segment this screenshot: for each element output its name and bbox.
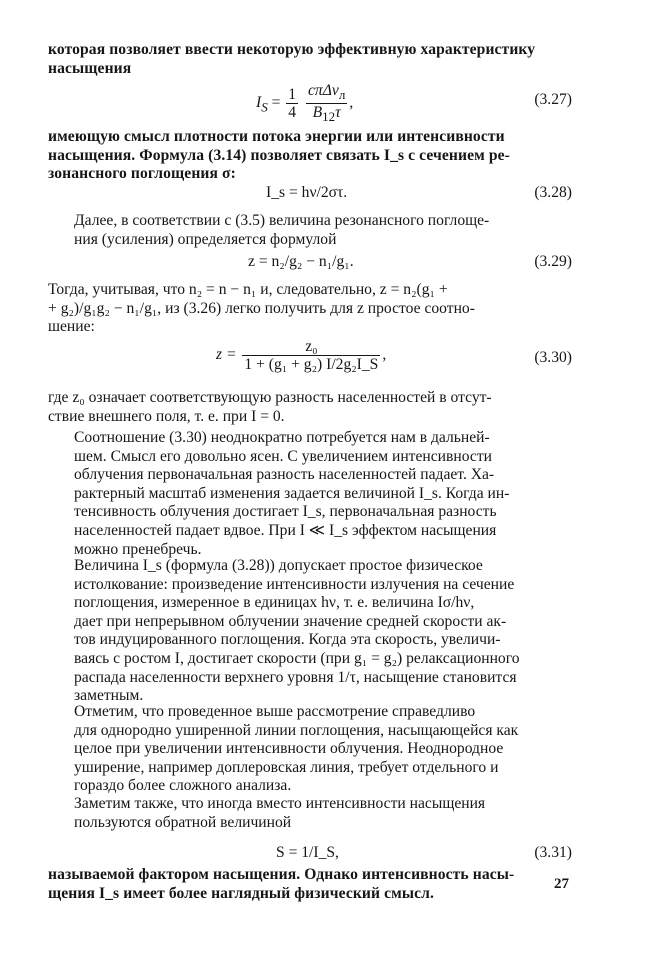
text-line: поглощения, измеренное в единицах hν, т. е. величина Iσ/hν,	[74, 594, 475, 612]
text-line: насыщения	[48, 59, 132, 77]
text-line: истолкование: произведение интенсивности излучения на сечение	[74, 575, 515, 593]
page-number: 27	[554, 876, 569, 892]
text-line: тов индуцированного поглощения. Когда эта скорость, увеличи-	[74, 631, 501, 649]
formula: z = n₂/g₂ − n₁/g₁.	[248, 253, 354, 270]
text-line: распада населенности верхнего уровня 1/τ, насыщение становится	[74, 668, 517, 686]
text-line: для однородно уширенной линии поглощения, насыщающейся как	[74, 721, 519, 739]
paragraph-intro	[48, 41, 572, 78]
text-line: тенсивность облучения достигает I_s, первоначальная разность	[74, 503, 497, 521]
text-line: уширение, например доплеровская линия, требует отдельного и	[74, 758, 499, 776]
text-line: ваясь с ростом I, достигает скорости (при g₁ = g₂) релаксационного	[74, 649, 520, 667]
text-line: гораздо более сложного анализа.	[74, 777, 292, 795]
text-line: населенностей падает вдвое. При I ≪ I_s эффектом насыщения	[74, 521, 497, 539]
text-line: шем. Смысл его довольно ясен. С увеличением интенсивности	[74, 447, 492, 465]
formula: $I_S$ = $\frac{1}{4}$ $\frac{c\pi\Delta\nu_л}{B_{12}\tau}$ ,	[256, 82, 354, 125]
text-line: целое при увеличении интенсивности облучения. Неоднородное	[74, 740, 504, 758]
equation-number: (3.27)	[534, 91, 572, 108]
text-line: которая позволяет ввести некоторую эффективную характеристику	[48, 41, 536, 58]
text-line: ния (усиления) определяется формулой	[74, 230, 337, 248]
text-line: имеющую смысл плотности потока энергии или интенсивности	[48, 128, 505, 145]
equation-number: (3.28)	[534, 184, 572, 201]
text-line: облучения первоначальная разность населенностей падает. Ха-	[74, 466, 495, 484]
paragraph-8	[48, 795, 572, 832]
paragraph-5	[48, 429, 572, 559]
text-line: ствие внешнего поля, т. е. при I = 0.	[48, 407, 285, 425]
fraction: $\frac{\text{z₀}}{\text{1 + (g₁ + g₂) I/2g₂I\_S}}$	[244, 338, 379, 373]
fraction-coefficient: $\frac{1}{4}$	[288, 86, 297, 122]
text-line: Далее, в соответствии с (3.5) величина резонансного поглоще-	[74, 212, 490, 229]
paragraph-3	[48, 281, 572, 337]
text-line: зонансного поглощения σ:	[48, 165, 236, 183]
equation-3-27	[48, 82, 572, 125]
paragraph-4	[48, 389, 572, 426]
text-line: заметным.	[74, 687, 144, 705]
paragraph-7	[48, 703, 572, 796]
text-line: щения I_s имеет более наглядный физический смысл.	[48, 884, 434, 902]
paragraph-6	[48, 557, 572, 706]
text-line: пользуются обратной величиной	[74, 813, 292, 831]
equation-number: (3.30)	[534, 349, 572, 366]
equation-3-30	[48, 338, 572, 378]
formula: z = $\frac{\text{z₀}}{\text{1 + (g₁ + g₂) I/2g₂I\_S}}$ ,	[216, 338, 387, 373]
text-line: где z₀ означает соответствующую разность населенностей в отсут-	[48, 389, 492, 406]
formula: S = 1/I_S,	[276, 844, 339, 861]
fraction-main: $\frac{c\pi\Delta\nu_л}{B_{12}\tau}$	[308, 82, 346, 125]
text-line: Заметим также, что иногда вместо интенсивности насыщения	[74, 795, 486, 812]
text-line: Тогда, учитывая, что n₂ = n − n₁ и, следовательно, z = n₂(g₁ +	[48, 281, 448, 298]
text-line: насыщения. Формула (3.14) позволяет связать I_s с сечением ре-	[48, 146, 510, 164]
text-line: Соотношение (3.30) неоднократно потребуется нам в дальней-	[74, 429, 490, 446]
text-line: Величина I_s (формула (3.28)) допускает простое физическое	[74, 557, 483, 574]
paragraph-1	[48, 128, 572, 184]
text-line: + g₂)/g₁g₂ − n₁/g₁, из (3.26) легко получить для z простое соотно-	[48, 299, 475, 317]
text-line: дает при непрерывном облучении значение средней скорости ак-	[74, 612, 507, 630]
text-line: шение:	[48, 318, 95, 336]
text-line: Отметим, что проведенное выше рассмотрение справедливо	[74, 703, 476, 720]
paragraph-9	[48, 866, 572, 903]
equation-number: (3.31)	[534, 844, 572, 861]
text-line: называемой фактором насыщения. Однако интенсивность насы-	[48, 866, 515, 883]
formula: I_s = hν/2στ.	[266, 184, 348, 201]
text-line: рактерный масштаб изменения задается величиной I_s. Когда ин-	[74, 484, 510, 502]
paragraph-2	[48, 212, 572, 249]
text-line: можно пренебречь.	[74, 540, 202, 558]
equation-number: (3.29)	[534, 253, 572, 270]
